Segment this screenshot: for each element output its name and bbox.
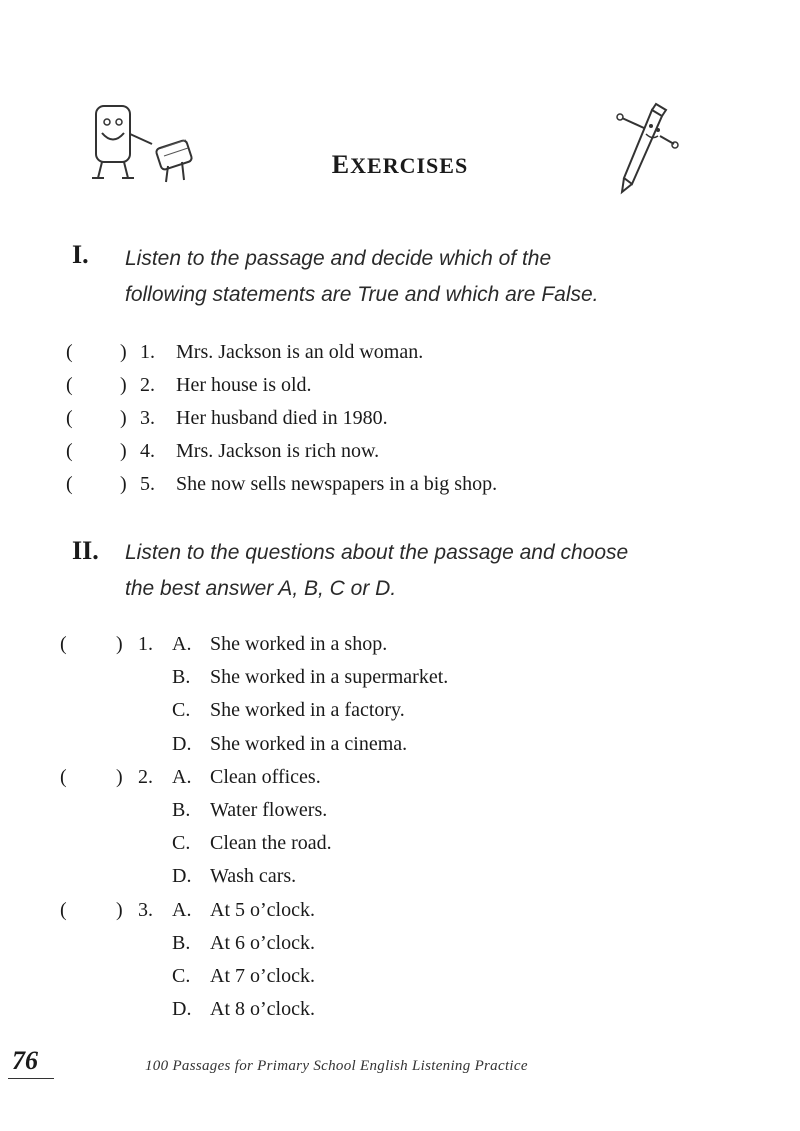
option-text: At 6 o’clock. <box>210 931 315 954</box>
answer-option <box>60 694 740 727</box>
answer-option <box>60 728 740 761</box>
section-2-instruction-line1: Listen to the questions about the passage and choose <box>125 541 629 564</box>
answer-option <box>60 960 740 993</box>
section-1-instruction-line2: following statements are True and which are False. <box>125 283 599 306</box>
answer-blank-open: ( <box>66 407 73 429</box>
answer-blank-close: ) <box>120 407 127 429</box>
option-letter: B. <box>172 799 191 821</box>
answer-option <box>60 993 740 1026</box>
answer-blank-open: ( <box>66 473 73 495</box>
option-text: She worked in a supermarket. <box>210 666 449 689</box>
page-title <box>0 150 800 180</box>
item-number: 3. <box>140 407 155 429</box>
true-false-item <box>66 369 746 402</box>
page-title-initial: E <box>331 150 351 179</box>
option-letter: A. <box>172 765 192 788</box>
answer-blank-close: ) <box>120 473 127 495</box>
question-number: 2. <box>138 765 153 788</box>
answer-option <box>60 827 740 860</box>
answer-option <box>60 894 740 927</box>
section-2-numeral: II. <box>72 536 99 565</box>
page-number-underline <box>8 1078 54 1079</box>
true-false-item <box>66 435 746 468</box>
statement-text: She now sells newspapers in a big shop. <box>176 473 498 495</box>
option-letter: D. <box>172 998 192 1021</box>
answer-option <box>60 761 740 794</box>
option-letter: A. <box>172 633 192 655</box>
option-text: Clean the road. <box>210 832 332 855</box>
option-text: Water flowers. <box>210 799 328 821</box>
question-number: 1. <box>138 633 153 655</box>
section-1-instruction <box>125 241 725 313</box>
option-letter: D. <box>172 865 192 888</box>
option-text: Wash cars. <box>210 865 297 888</box>
answer-blank-close: ) <box>116 765 123 788</box>
option-text: Clean offices. <box>210 765 321 788</box>
option-text: At 8 o’clock. <box>210 998 315 1021</box>
option-letter: D. <box>172 732 192 755</box>
answer-blank-open: ( <box>60 898 67 921</box>
answer-blank-open: ( <box>66 440 73 462</box>
option-letter: A. <box>172 898 192 921</box>
section-2-instruction-line2: the best answer A, B, C or D. <box>125 577 397 600</box>
question-number: 3. <box>138 898 153 921</box>
answer-blank-close: ) <box>120 374 127 396</box>
option-letter: C. <box>172 699 191 722</box>
option-text: At 7 o’clock. <box>210 965 315 987</box>
option-text: She worked in a shop. <box>210 633 388 655</box>
option-letter: C. <box>172 832 191 855</box>
answer-option <box>60 628 740 661</box>
page-title-rest: XERCISES <box>350 153 469 178</box>
answer-blank-close: ) <box>120 341 127 363</box>
option-letter: B. <box>172 931 191 954</box>
answer-option <box>60 860 740 893</box>
statement-text: Mrs. Jackson is rich now. <box>176 440 380 462</box>
true-false-item <box>66 468 746 501</box>
answer-blank-close: ) <box>116 633 123 655</box>
answer-option <box>60 927 740 960</box>
option-text: She worked in a factory. <box>210 699 405 722</box>
statement-text: Mrs. Jackson is an old woman. <box>176 341 424 363</box>
answer-blank-open: ( <box>66 341 73 363</box>
book-title-footer: 100 Passages for Primary School English Listening Practice <box>145 1058 528 1074</box>
statement-text: Her husband died in 1980. <box>176 407 388 429</box>
statement-text: Her house is old. <box>176 374 312 396</box>
section-1-instruction-line1: Listen to the passage and decide which of the <box>125 247 552 270</box>
option-letter: C. <box>172 965 191 987</box>
answer-option <box>60 794 740 827</box>
page-number: 76 <box>12 1046 38 1075</box>
item-number: 4. <box>140 440 155 462</box>
pencil-cartoon-illustration <box>608 100 678 195</box>
answer-blank-close: ) <box>116 898 123 921</box>
answer-blank-open: ( <box>66 374 73 396</box>
item-number: 1. <box>140 341 155 363</box>
option-text: At 5 o’clock. <box>210 898 315 921</box>
answer-blank-close: ) <box>120 440 127 462</box>
option-text: She worked in a cinema. <box>210 732 408 755</box>
answer-option <box>60 661 740 694</box>
true-false-item <box>66 402 746 435</box>
item-number: 5. <box>140 473 155 495</box>
answer-blank-open: ( <box>60 765 67 788</box>
true-false-item <box>66 336 746 369</box>
item-number: 2. <box>140 374 155 396</box>
section-2-instruction <box>125 535 725 607</box>
option-letter: B. <box>172 666 191 689</box>
answer-blank-open: ( <box>60 633 67 655</box>
section-1-numeral: I. <box>72 240 89 269</box>
